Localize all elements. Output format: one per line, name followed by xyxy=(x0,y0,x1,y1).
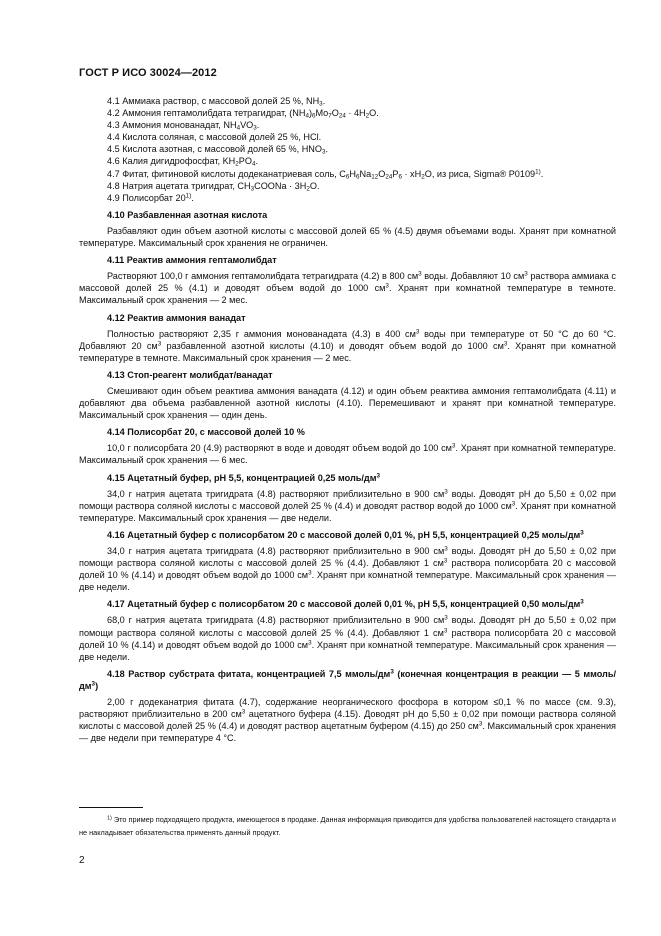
superscript: 3 xyxy=(308,639,312,647)
section-heading xyxy=(79,426,616,438)
superscript: 3 xyxy=(157,340,162,348)
text-run: . Хранят при комнатной температуре. Максимальный срок хранения — две недели. xyxy=(79,639,616,662)
section-paragraph xyxy=(79,488,616,524)
subscript: 4 xyxy=(236,124,241,132)
text-run: . xyxy=(256,120,260,131)
document-header: ГОСТ Р ИСО 30024—2012 xyxy=(79,67,217,79)
superscript: 1) xyxy=(107,815,112,822)
section-paragraph xyxy=(79,545,616,593)
text-run: воды. Доводят pH до 5,50 ± 0,02 при помощи раствора соляной кислоты с массовой долей 25 % (4.4) и доводят раствор водой до 1000 см xyxy=(79,488,616,511)
superscript: 1) xyxy=(185,192,192,200)
section-paragraph xyxy=(79,225,616,249)
text-run: 4.7 Фитат, фитиновой кислоты додеканатриевая соль, C xyxy=(107,168,346,179)
reagent-list-item xyxy=(79,119,616,131)
text-run: 4.2 Аммония гептамолибдата тетрагидрат, (NH xyxy=(107,108,306,119)
text-run: . Максимальный срок хранения — две недели при температуре 4 °C. xyxy=(79,721,616,744)
text-run: 4.13 Стоп-реагент молибдат/ванадат xyxy=(107,369,273,380)
text-run: Mo xyxy=(315,108,329,119)
text-run: 10,0 г полисорбата 20 (4.9) растворяют в воде и доводят объем водой до 100 см xyxy=(107,443,452,454)
text-run: раствора полисорбата 20 с массовой долей 10 % (4.14) и доводят объем водой до 1000 см xyxy=(79,558,616,581)
text-run: . Хранят при комнатной температуре в темноте. Максимальный срок хранения — 2 мес. xyxy=(79,283,616,306)
section-paragraph xyxy=(79,270,616,306)
text-run: Растворяют 100,0 г аммония гептамолибдата тетрагидрата (4.2) в 800 см xyxy=(107,271,419,282)
footnote xyxy=(79,814,616,839)
superscript: 3 xyxy=(444,545,448,553)
superscript: 3 xyxy=(443,627,448,635)
section xyxy=(79,472,616,524)
section xyxy=(79,209,616,249)
reagent-list-item xyxy=(79,155,616,167)
section-heading xyxy=(79,209,616,221)
superscript: 3 xyxy=(376,472,380,480)
text-run: 34,0 г натрия ацетата тригидрата (4.8) растворяют приблизительно в 900 см xyxy=(107,488,445,499)
text-run: воды. Добавляют 10 см xyxy=(421,271,525,282)
subscript: 6 xyxy=(398,173,402,181)
text-run: воды при температуре от 50 °C до 60 °C. Добавляют 20 см xyxy=(79,328,616,351)
text-run: Полностью растворяют 2,35 г аммония монованадата (4.3) в 400 см xyxy=(107,328,416,339)
text-run: . xyxy=(540,168,544,179)
superscript: 3 xyxy=(478,720,483,728)
text-run: 4.8 Натрия ацетата тригидрат, CH xyxy=(107,180,251,191)
text-run: Это пример подходящего продукта, имеющегося в продаже. Данная информация приводится для удобства пользователей настоящего стандарта и не накладывает обязательства применять данный продукт. xyxy=(79,815,616,837)
text-run: . xyxy=(325,144,329,155)
superscript: 3 xyxy=(444,614,448,622)
text-run: COONa · 3H xyxy=(254,180,307,191)
subscript: 3 xyxy=(250,185,255,193)
section xyxy=(79,369,616,421)
text-run: P xyxy=(392,168,399,179)
subscript: 6 xyxy=(356,173,360,181)
section-paragraph xyxy=(79,614,616,662)
text-run: Разбавляют один объем азотной кислоты с массовой долей 65 % (4.5) двумя объемами воды. Хранят при комнатной температуре. Максимальный срок хранения не ограничен. xyxy=(79,225,616,249)
superscript: 3 xyxy=(91,680,96,688)
subscript: 3 xyxy=(253,124,257,132)
text-run: 4.12 Реактив аммония ванадат xyxy=(107,312,246,323)
text-run: O. xyxy=(309,180,320,191)
text-run: 4.11 Реактив аммония гептамолибдат xyxy=(107,255,277,266)
superscript: 3 xyxy=(580,529,584,537)
reagent-list-item xyxy=(79,168,616,180)
superscript: 1) xyxy=(535,168,541,176)
text-run: ацетатного буфера (4.15). Доводят pH до 5,50 ± 0,02 при помощи раствора соляной кислоты с массовой долей 25 % (4.4) и доводят раствор ацетатным буфером (4.15) до 250 см xyxy=(79,709,616,732)
text-run: 4.3 Аммония монованадат, NH xyxy=(107,120,237,131)
section-heading xyxy=(79,254,616,266)
text-run: Na xyxy=(359,168,372,179)
text-run: O, из риса, Sigma® P0109 xyxy=(424,168,536,179)
reagent-list-item xyxy=(79,131,616,143)
section xyxy=(79,312,616,364)
reagent-list-item xyxy=(79,180,616,192)
section xyxy=(79,254,616,306)
section-heading xyxy=(79,369,616,381)
text-run: 4.18 Раствор субстрата фитата, концентрацией 7,5 ммоль/дм xyxy=(107,668,391,679)
section xyxy=(79,668,616,745)
text-run: O xyxy=(378,168,386,179)
section xyxy=(79,598,616,662)
text-run: Смешивают один объем реактива аммония ванадата (4.12) и один объем реактива аммония гептамолибдата (4.11) и добавляют два объема разбавленной азотной кислоты (4.10). Перемешивают и хранят при комнатной температуре. Максимальный срок хранения — один день. xyxy=(79,385,616,421)
section xyxy=(79,426,616,466)
text-run: 68,0 г натрия ацетата тригидрата (4.8) растворяют приблизительно в 900 см xyxy=(107,615,445,626)
text-run: . xyxy=(322,96,326,106)
text-run: · xH xyxy=(401,168,422,179)
superscript: 3 xyxy=(451,442,456,450)
section-heading xyxy=(79,472,616,484)
section xyxy=(79,529,616,593)
section-paragraph xyxy=(79,442,616,466)
subscript: 3 xyxy=(322,148,326,156)
text-run: 4.16 Ацетатный буфер с полисорбатом 20 с массовой долей 0,01 %, pH 5,5, концентрацией 0,25 моль/дм xyxy=(107,529,581,540)
text-run: 4.4 Кислота соляная, с массовой долей 25 %, HCl. xyxy=(107,132,322,143)
text-run: 4.6 Калия дигидрофосфат, KH xyxy=(107,156,236,167)
subscript: 4 xyxy=(251,160,256,168)
subscript: 6 xyxy=(345,173,350,181)
subscript: 2 xyxy=(365,112,370,120)
section-heading xyxy=(79,529,616,541)
section-heading xyxy=(79,668,616,692)
superscript: 3 xyxy=(390,668,394,676)
text-run: разбавленной азотной кислоты (4.10) и доводят объем водой до 1000 см xyxy=(161,340,504,351)
reagent-list-item xyxy=(79,95,616,107)
reagent-list-item xyxy=(79,107,616,119)
document-body xyxy=(79,95,616,744)
text-run: 4.14 Полисорбат 20, с массовой долей 10 % xyxy=(107,427,305,438)
text-run: 4.17 Ацетатный буфер с полисорбатом 20 с массовой долей 0,01 %, pH 5,5, концентрацией 0,50 моль/дм xyxy=(107,599,581,610)
text-run: 4.1 Аммиака раствор, с массовой долей 25 %, NH xyxy=(107,96,320,106)
text-run: 4.10 Разбавленная азотная кислота xyxy=(107,209,268,220)
superscript: 3 xyxy=(511,500,516,508)
superscript: 3 xyxy=(241,708,246,716)
subscript: 24 xyxy=(385,173,393,181)
text-run: воды. Доводят pH до 5,50 ± 0,02 при помощи раствора соляной кислоты с массовой долей 25 % (4.4). Добавляют 1 см xyxy=(79,546,616,569)
reagent-list-item xyxy=(79,192,616,204)
subscript: 24 xyxy=(338,112,346,120)
text-run: · 4H xyxy=(345,108,366,119)
text-run: . Хранят при комнатной температуре. Максимальный срок хранения — две недели. xyxy=(79,500,616,523)
section-paragraph xyxy=(79,696,616,744)
subscript: 2 xyxy=(421,173,425,181)
section-paragraph xyxy=(79,385,616,421)
text-run: 4.9 Полисорбат 20 xyxy=(107,192,186,203)
text-run: ) xyxy=(308,108,312,119)
footnote-separator xyxy=(79,807,143,808)
text-run: 4.5 Кислота азотная, с массовой долей 65 %, HNO xyxy=(107,144,322,155)
text-run: раствора аммиака с массовой долей 25 % (4.1) и доводят объем водой до 1000 см xyxy=(79,271,616,294)
section-heading xyxy=(79,312,616,324)
superscript: 3 xyxy=(524,270,528,278)
text-run: . xyxy=(255,156,259,167)
text-run: 2,00 г додеканатрия фитата (4.7), содержание неорганического фосфора в котором ≤0,1 % по массе (см. 9.3), растворяют приблизительно в 200 см xyxy=(79,697,616,720)
text-run: (конечная концентрация в реакции — 5 ммоль/дм xyxy=(79,668,617,691)
text-run: O xyxy=(331,108,339,119)
page-number: 2 xyxy=(79,855,85,866)
subscript: 3 xyxy=(319,100,323,108)
superscript: 3 xyxy=(443,557,448,565)
text-run: . Хранят при комнатной температуре. Максимальный срок хранения — 6 мес. xyxy=(79,443,616,466)
text-run: 4.15 Ацетатный буфер, pH 5,5, концентрацией 0,25 моль/дм xyxy=(107,472,377,483)
superscript: 3 xyxy=(418,270,422,278)
superscript: 3 xyxy=(415,328,420,336)
text-run: O. xyxy=(369,108,379,119)
text-run: PO xyxy=(238,156,252,167)
text-run: VO xyxy=(240,120,254,131)
text-run: . xyxy=(191,192,194,203)
section-heading xyxy=(79,598,616,610)
subscript: 2 xyxy=(235,160,239,168)
subscript: 12 xyxy=(371,173,379,181)
subscript: 2 xyxy=(306,185,310,193)
text-run: H xyxy=(349,168,357,179)
superscript: 3 xyxy=(503,340,508,348)
text-run: раствора полисорбата 20 с массовой долей 10 % (4.14) и доводят объем водой до 1000 см xyxy=(79,627,616,650)
superscript: 3 xyxy=(580,598,584,606)
subscript: 4 xyxy=(305,112,309,120)
text-run: . Хранят при комнатной температуре в темноте. Максимальный срок хранения — 2 мес. xyxy=(79,340,616,363)
text-run: ) xyxy=(95,680,99,691)
text-run: . Хранят при комнатной температуре. Максимальный срок хранения — две недели. xyxy=(79,570,616,593)
superscript: 3 xyxy=(444,488,448,496)
section-paragraph xyxy=(79,328,616,364)
subscript: 7 xyxy=(328,112,332,120)
text-run: 34,0 г натрия ацетата тригидрата (4.8) растворяют приблизительно в 900 см xyxy=(107,546,445,556)
reagent-list-item xyxy=(79,143,616,155)
superscript: 3 xyxy=(308,569,312,577)
superscript: 3 xyxy=(385,282,389,290)
subscript: 6 xyxy=(312,112,316,120)
text-run: воды. Доводят pH до 5,50 ± 0,02 при помощи раствора соляной кислоты с массовой долей 25 % (4.4). Добавляют 1 см xyxy=(79,615,616,638)
